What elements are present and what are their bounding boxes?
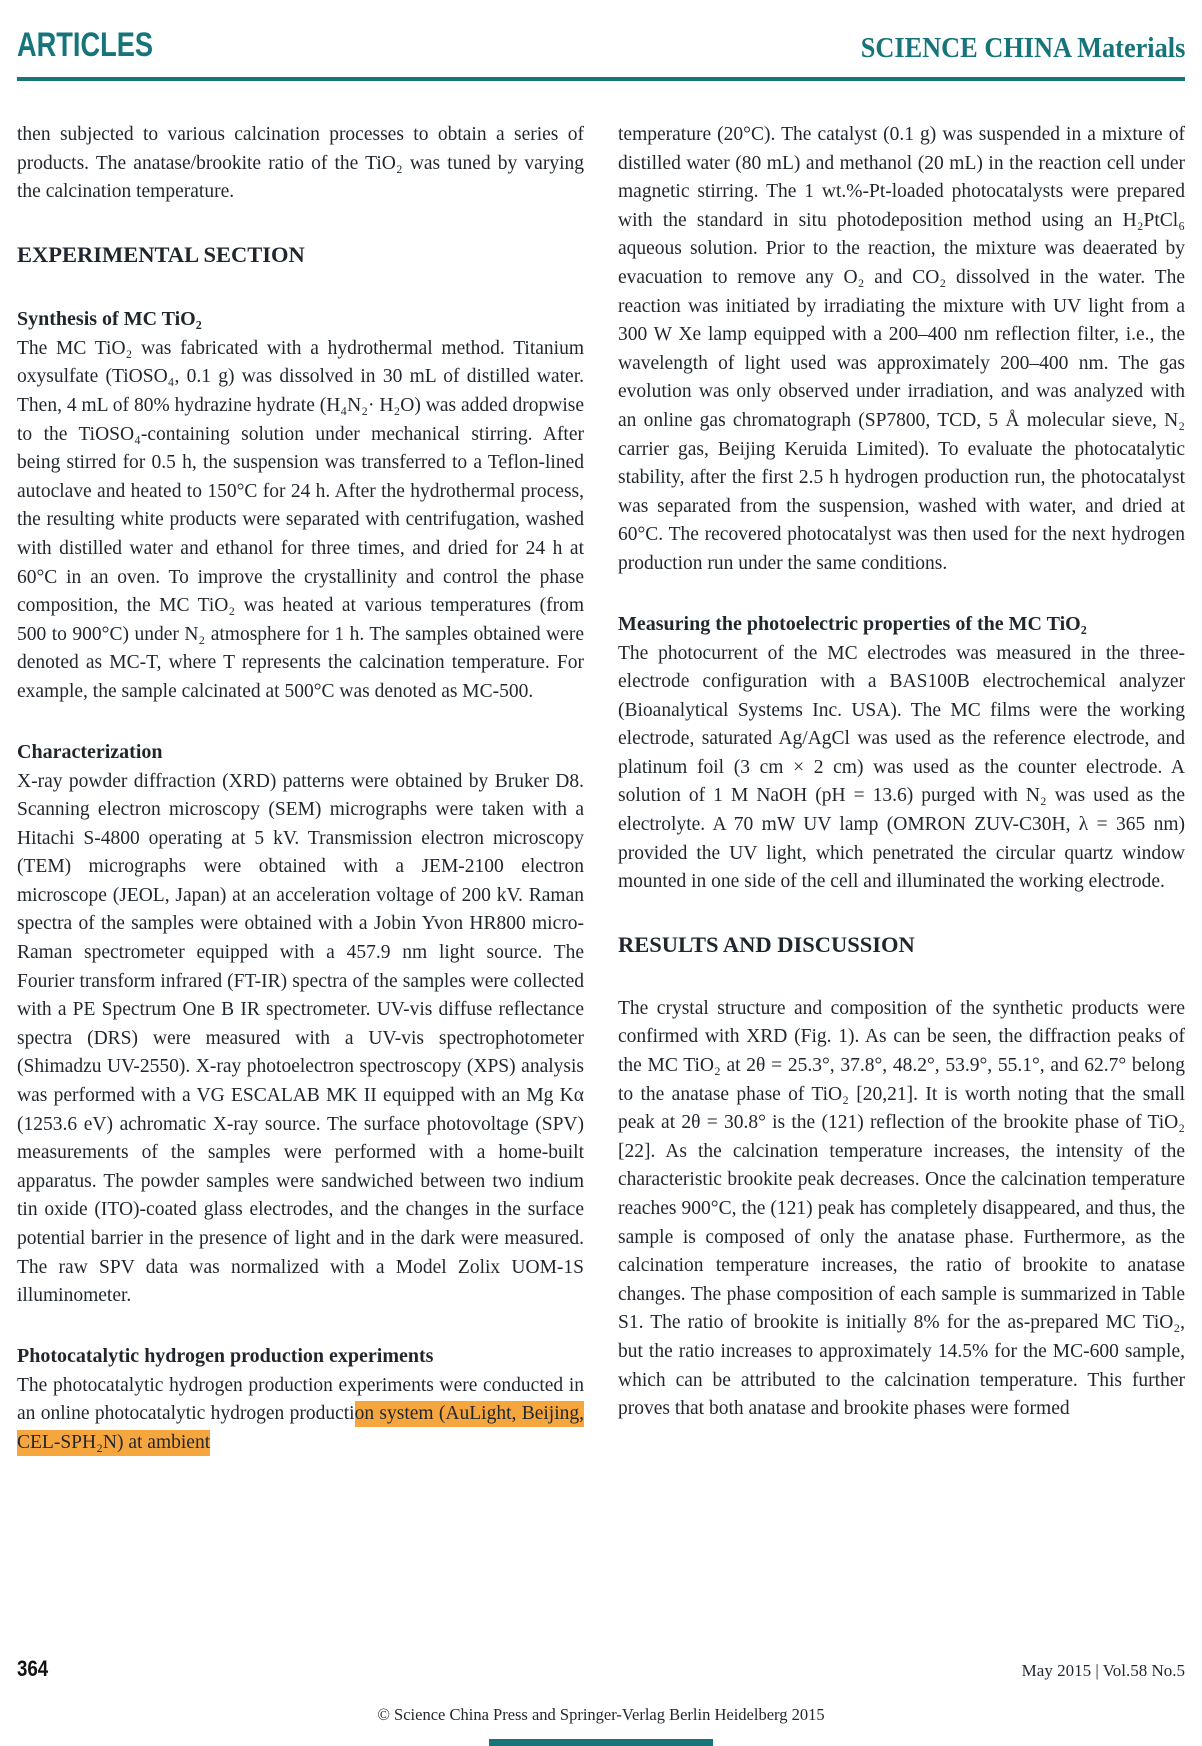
paragraph <box>17 1372 584 1458</box>
paragraph: The photocurrent of the MC electrodes was measured in the three-electrode configuration with a BAS100B electrochemical analyzer (Bioanalytical Systems Inc. USA). The MC films were the working electrode, saturated Ag/AgCl was used as the reference electrode, and platinum foil (3 cm × 2 cm) was used as the counter electrode. A solution of 1 M NaOH (pH = 13.6) purged with N₂ was used as the electrolyte. A 70 mW UV lamp (OMRON ZUV-C30H, λ = 365 nm) provided the UV light, which penetrated the circular quartz window mounted in one side of the cell and illuminated the working electrode. <box>618 642 1185 893</box>
footer-row <box>17 1656 1185 1682</box>
page-header <box>0 0 1202 65</box>
highlighted-text: on system (AuLight, Beijing, CEL-SPH₂N) at ambient <box>17 1401 584 1456</box>
paragraph: The MC TiO₂ was fabricated with a hydrothermal method. Titanium oxysulfate (TiOSO₄, 0.1 g) was dissolved in 30 mL of distilled water. Then, 4 mL of 80% hydrazine hydrate (H₄N₂· H₂O) was added dropwise to the TiOSO₄-containing solution under mechanical stirring. After being stirred for 0.5 h, the suspension was transferred to a Teflon-lined autoclave and heated to 150°C for 24 h. After the hydrothermal process, the resulting white products were separated with centrifugation, washed with distilled water and ethanol for three times, and dried for 24 h at 60°C in an oven. To improve the crystallinity and control the phase composition, the MC TiO₂ was heated at various temperatures (from 500 to 900°C) under N₂ atmosphere for 1 h. The samples obtained were denoted as MC-T, where T represents the calcination temperature. For example, the sample calcinated at 500°C was denoted as MC-500. <box>17 337 584 702</box>
left-column <box>17 121 584 1458</box>
section-heading-results: RESULTS AND DISCUSSION <box>618 931 915 957</box>
paragraph-text: The photocatalytic hydrogen production experiments were conducted in an online photocatalytic hydrogen producti <box>17 1374 584 1425</box>
right-column <box>618 121 1185 1458</box>
copyright-line: © Science China Press and Springer-Verlag Berlin Heidelberg 2015 <box>377 1705 825 1724</box>
two-column-body <box>17 121 1185 1458</box>
paragraph: then subjected to various calcination processes to obtain a series of products. The anatase/brookite ratio of the TiO₂ was tuned by varying the calcination temperature. <box>17 124 584 203</box>
subsection-heading-characterization: Characterization <box>17 740 163 763</box>
issue-info: May 2015 | Vol.58 No.5 <box>1021 1661 1185 1680</box>
journal-title: SCIENCE CHINA Materials <box>860 33 1185 64</box>
footer-accent-bar <box>489 1739 713 1746</box>
page-number: 364 <box>17 1656 49 1681</box>
section-heading-experimental: EXPERIMENTAL SECTION <box>17 241 305 267</box>
subsection-heading-synthesis: Synthesis of MC TiO₂ <box>17 307 202 330</box>
subsection-heading-photocatalytic: Photocatalytic hydrogen production experiments <box>17 1344 434 1367</box>
header-rule <box>17 77 1185 81</box>
subsection-heading-measuring: Measuring the photoelectric properties of the MC TiO₂ <box>618 612 1087 635</box>
paragraph: temperature (20°C). The catalyst (0.1 g) was suspended in a mixture of distilled water (80 mL) and methanol (20 mL) in the reaction cell under magnetic stirring. The 1 wt.%-Pt-loaded photocatalysts were prepared with the standard in situ photodeposition method using an H₂PtCl₆ aqueous solution. Prior to the reaction, the mixture was deaerated by evacuation to remove any O₂ and CO₂ dissolved in the water. The reaction was initiated by irradiating the mixture with UV light from a 300 W Xe lamp equipped with a 200–400 nm reflection filter, i.e., the wavelength of light used was approximately 200–400 nm. The gas evolution was only observed under irradiation, and was analyzed with an online gas chromatograph (SP7800, TCD, 5 Å molecular sieve, N₂ carrier gas, Beijing Keruida Limited). To evaluate the photocatalytic stability, after the first 2.5 h hydrogen production run, the photocatalyst was separated from the suspension, washed with water, and dried at 60°C. The recovered photocatalyst was then used for the next hydrogen production run under the same conditions. <box>618 124 1185 574</box>
article-type-label: ARTICLES <box>17 26 153 64</box>
paragraph: The crystal structure and composition of the synthetic products were confirmed with XRD (Fig. 1). As can be seen, the diffraction peaks of the MC TiO₂ at 2θ = 25.3°, 37.8°, 48.2°, 53.9°, 55.1°, and 62.7° belong to the anatase phase of TiO₂ [20,21]. It is worth noting that the small peak at 2θ = 30.8° is the (121) reflection of the brookite phase of TiO₂ [22]. As the calcination temperature increases, the intensity of the characteristic brookite peak decreases. Once the calcination temperature reaches 900°C, the (121) peak has completely disappeared, and thus, the sample is composed of only the anatase phase. Furthermore, as the calcination temperature increases, the ratio of brookite to anatase changes. The phase composition of each sample is summarized in Table S1. The ratio of brookite is initially 8% for the as-prepared MC TiO₂, but the ratio increases to approximately 14.5% for the MC-600 sample, which can be attributed to the calcination temperature. This further proves that both anatase and brookite phases were formed <box>618 997 1185 1420</box>
paragraph: X-ray powder diffraction (XRD) patterns were obtained by Bruker D8. Scanning electron microscopy (SEM) micrographs were taken with a Hitachi S-4800 operating at 5 kV. Transmission electron microscopy (TEM) micrographs were obtained with a JEM-2100 electron microscope (JEOL, Japan) at an acceleration voltage of 200 kV. Raman spectra of the samples were obtained with a Jobin Yvon HR800 micro-Raman spectrometer equipped with a 457.9 nm light source. The Fourier transform infrared (FT-IR) spectra of the samples were collected with a PE Spectrum One B IR spectrometer. UV-vis diffuse reflectance spectra (DRS) were measured with a UV-vis spectrophotometer (Shimadzu UV-2550). X-ray photoelectron spectroscopy (XPS) analysis was performed with a VG ESCALAB MK II equipped with an Mg Kα (1253.6 eV) achromatic X-ray source. The surface photovoltage (SPV) measurements of the samples were performed with a home-built apparatus. The powder samples were sandwiched between two indium tin oxide (ITO)-coated glass electrodes, and the changes in the surface potential barrier in the presence of light and in the dark were measured. The raw SPV data was normalized with a Model Zolix UOM-1S illuminometer. <box>17 770 584 1307</box>
